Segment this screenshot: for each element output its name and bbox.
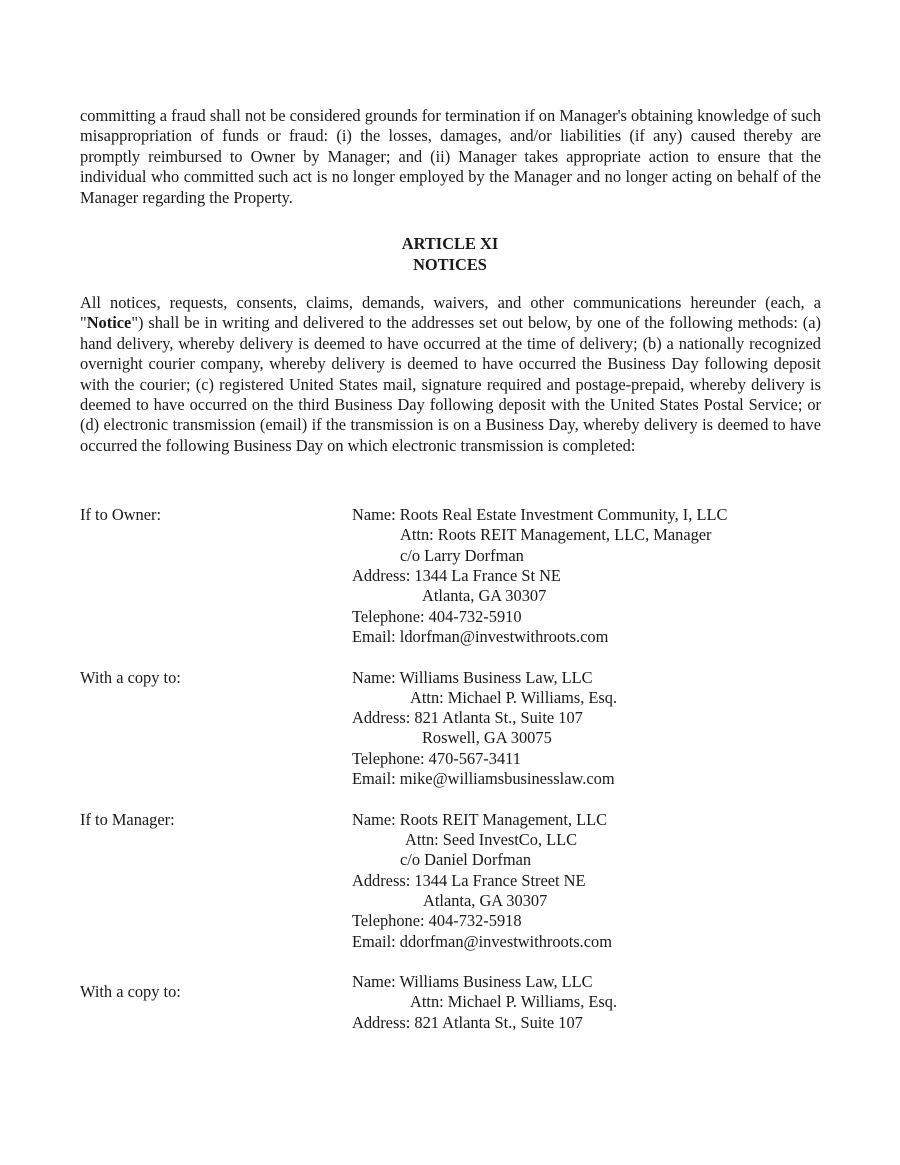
manager-copy-label: With a copy to:	[80, 982, 181, 1001]
owner-co: c/o Larry Dorfman	[400, 546, 524, 565]
owner-attn: Attn: Roots REIT Management, LLC, Manager	[400, 525, 712, 544]
owner-copy-label: With a copy to:	[80, 668, 181, 687]
owner-copy-telephone: Telephone: 470-567-3411	[352, 749, 521, 768]
article-number: ARTICLE XI	[401, 234, 499, 253]
owner-copy-email: Email: mike@williamsbusinesslaw.com	[352, 769, 615, 788]
owner-email: Email: ldorfman@investwithroots.com	[352, 627, 609, 646]
notice-defined-term: Notice	[86, 313, 132, 333]
owner-address-line1: Address: 1344 La France St NE	[352, 566, 561, 585]
owner-copy-address-line2: Roswell, GA 30075	[422, 728, 552, 747]
owner-address-line2: Atlanta, GA 30307	[422, 586, 547, 605]
owner-name: Name: Roots Real Estate Investment Community, I, LLC	[352, 505, 728, 524]
owner-telephone: Telephone: 404-732-5910	[352, 607, 522, 626]
manager-copy-name: Name: Williams Business Law, LLC	[352, 972, 593, 991]
manager-label: If to Manager:	[80, 810, 175, 829]
manager-email: Email: ddorfman@investwithroots.com	[352, 932, 613, 951]
manager-address-line2: Atlanta, GA 30307	[423, 891, 548, 910]
notices-paragraph-after: ") shall be in writing and delivered to the addresses set out below, by one of the following methods: (a) hand delivery, whereby delivery is deemed to have occurred at the time of delivery; (b) a nationally recognized overnight courier company, whereby delivery is deemed to have occurred the Business Day following deposit with the courier; (c) registered United States mail, signature required and postage-prepaid, whereby delivery is deemed to have occurred on the third Business Day following deposit with the United States Postal Service; or (d) electronic transmission (email) if the transmission is on a Business Day, whereby delivery is deemed to have occurred the following Business Day on which electronic transmission is completed:	[80, 313, 821, 455]
owner-copy-address-line1: Address: 821 Atlanta St., Suite 107	[352, 708, 583, 727]
notices-paragraph-before: All notices, requests, consents, claims, demands, waivers, and other communications hereunder (each, a "	[80, 293, 821, 333]
notices-paragraph	[80, 293, 821, 456]
manager-telephone: Telephone: 404-732-5918	[352, 911, 522, 930]
intro-paragraph: committing a fraud shall not be considered grounds for termination if on Manager's obtaining knowledge of such misappropriation of funds or fraud: (i) the losses, damages, and/or liabilities (if any) caused thereby are promptly reimbursed to Owner by Manager; and (ii) Manager takes appropriate action to ensure that the individual who committed such act is no longer employed by the Manager and no longer acting on behalf of the Manager regarding the Property.	[80, 106, 821, 207]
owner-label: If to Owner:	[80, 505, 162, 524]
owner-copy-name: Name: Williams Business Law, LLC	[352, 668, 593, 687]
owner-copy-attn: Attn: Michael P. Williams, Esq.	[410, 688, 618, 707]
article-title: NOTICES	[413, 255, 487, 274]
manager-address-line1: Address: 1344 La France Street NE	[352, 871, 586, 890]
manager-copy-attn: Attn: Michael P. Williams, Esq.	[410, 992, 618, 1011]
manager-copy-address-line1: Address: 821 Atlanta St., Suite 107	[352, 1013, 583, 1032]
manager-co: c/o Daniel Dorfman	[400, 850, 532, 869]
manager-name: Name: Roots REIT Management, LLC	[352, 810, 608, 829]
manager-attn: Attn: Seed InvestCo, LLC	[405, 830, 578, 849]
